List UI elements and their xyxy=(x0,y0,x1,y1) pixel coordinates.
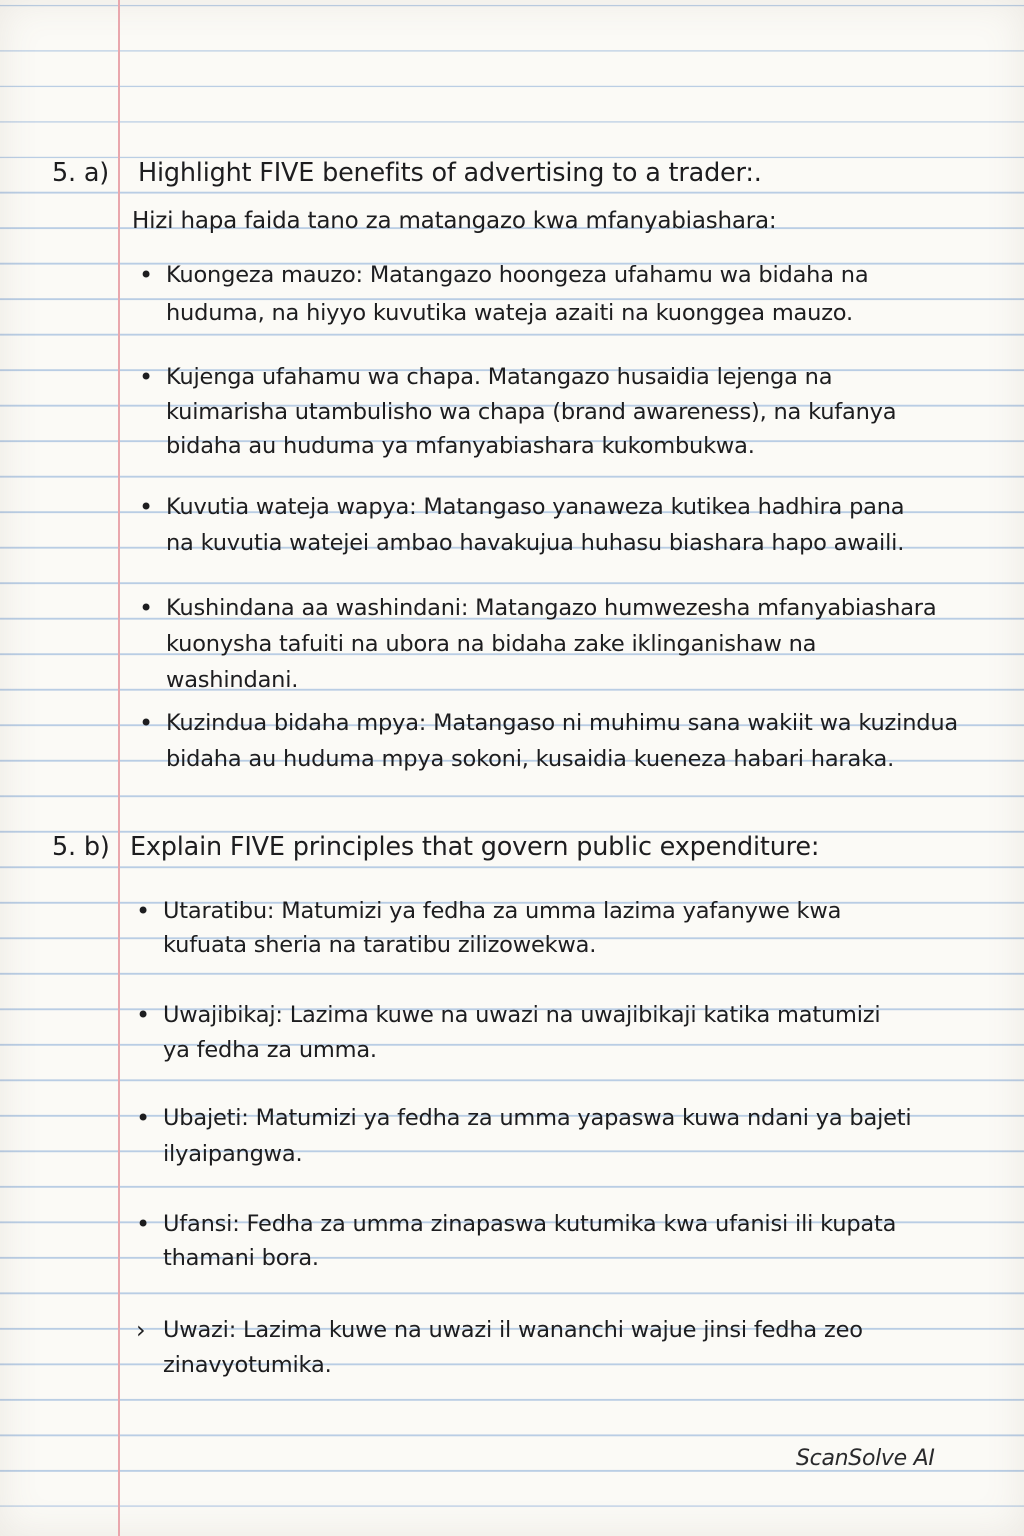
bullet-marker: • xyxy=(136,1210,151,1238)
bullet-marker: • xyxy=(139,709,154,737)
bullet-marker: • xyxy=(136,897,151,925)
bullet-b1-line1: Utaratibu: Matumizi ya fedha za umma lazima yafanywe kwa xyxy=(163,898,842,924)
bullet-b4-line1: Ufansi: Fedha za umma zinapaswa kutumika kwa ufanisi ili kupata xyxy=(163,1211,897,1237)
bullet-marker: • xyxy=(136,1104,151,1132)
bullet-b5-line2: zinavyotumika. xyxy=(163,1352,332,1378)
margin-line xyxy=(118,0,120,1536)
bullet-marker: • xyxy=(139,363,154,391)
bullet-a4-line3: washindani. xyxy=(166,667,299,693)
bullet-a5-line2: bidaha au huduma mpya sokoni, kusaidia kueneza habari haraka. xyxy=(166,746,895,772)
bullet-a1-line1: Kuongeza mauzo: Matangazo hoongeza ufahamu wa bidaha na xyxy=(166,262,869,288)
bullet-marker: • xyxy=(139,594,154,622)
bullet-marker: • xyxy=(139,261,154,289)
bullet-b5-line1: Uwazi: Lazima kuwe na uwazi il wananchi wajue jinsi fedha zeo xyxy=(163,1317,863,1343)
bullet-b1-line2: kufuata sheria na taratibu zilizowekwa. xyxy=(163,932,597,958)
section-a-intro: Hizi hapa faida tano za matangazo kwa mfanyabiashara: xyxy=(132,208,777,234)
bullet-b2-line2: ya fedha za umma. xyxy=(163,1037,377,1063)
question-5b-title: Explain FIVE principles that govern public expenditure: xyxy=(130,832,820,862)
bullet-b4-line2: thamani bora. xyxy=(163,1245,319,1271)
bullet-a4-line1: Kushindana aa washindani: Matangazo humwezesha mfanyabiashara xyxy=(166,595,937,621)
bullet-b3-line1: Ubajeti: Matumizi ya fedha za umma yapaswa kuwa ndani ya bajeti xyxy=(163,1105,912,1131)
bullet-marker: • xyxy=(139,493,154,521)
bullet-a3-line1: Kuvutia wateja wapya: Matangaso yanaweza kutikea hadhira pana xyxy=(166,494,905,520)
scansolve-watermark: ScanSolve AI xyxy=(796,1446,935,1471)
bullet-a2-line3: bidaha au huduma ya mfanyabiashara kukombukwa. xyxy=(166,433,755,459)
bullet-a5-line1: Kuzindua bidaha mpya: Matangaso ni muhimu sana wakiit wa kuzindua xyxy=(166,710,959,736)
bullet-a1-line2: huduma, na hiyyo kuvutika wateja azaiti na kuonggea mauzo. xyxy=(166,300,853,326)
bullet-a2-line1: Kujenga ufahamu wa chapa. Matangazo husaidia lejenga na xyxy=(166,364,833,390)
bullet-a3-line2: na kuvutia watejei ambao havakujua huhasu biashara hapo awaili. xyxy=(166,530,905,556)
bullet-marker: › xyxy=(136,1316,146,1344)
question-5a-title: Highlight FIVE benefits of advertising to a trader:. xyxy=(138,158,762,188)
question-5a-number: 5. a) xyxy=(52,158,110,188)
bullet-a2-line2: kuimarisha utambulisho wa chapa (brand awareness), na kufanya xyxy=(166,399,897,425)
bullet-marker: • xyxy=(136,1001,151,1029)
question-5b-number: 5. b) xyxy=(52,832,110,862)
bullet-b2-line1: Uwajibikaj: Lazima kuwe na uwazi na uwajibikaji katika matumizi xyxy=(163,1002,881,1028)
bullet-b3-line2: ilyaipangwa. xyxy=(163,1141,303,1167)
bullet-a4-line2: kuonysha tafuiti na ubora na bidaha zake iklinganishaw na xyxy=(166,631,817,657)
